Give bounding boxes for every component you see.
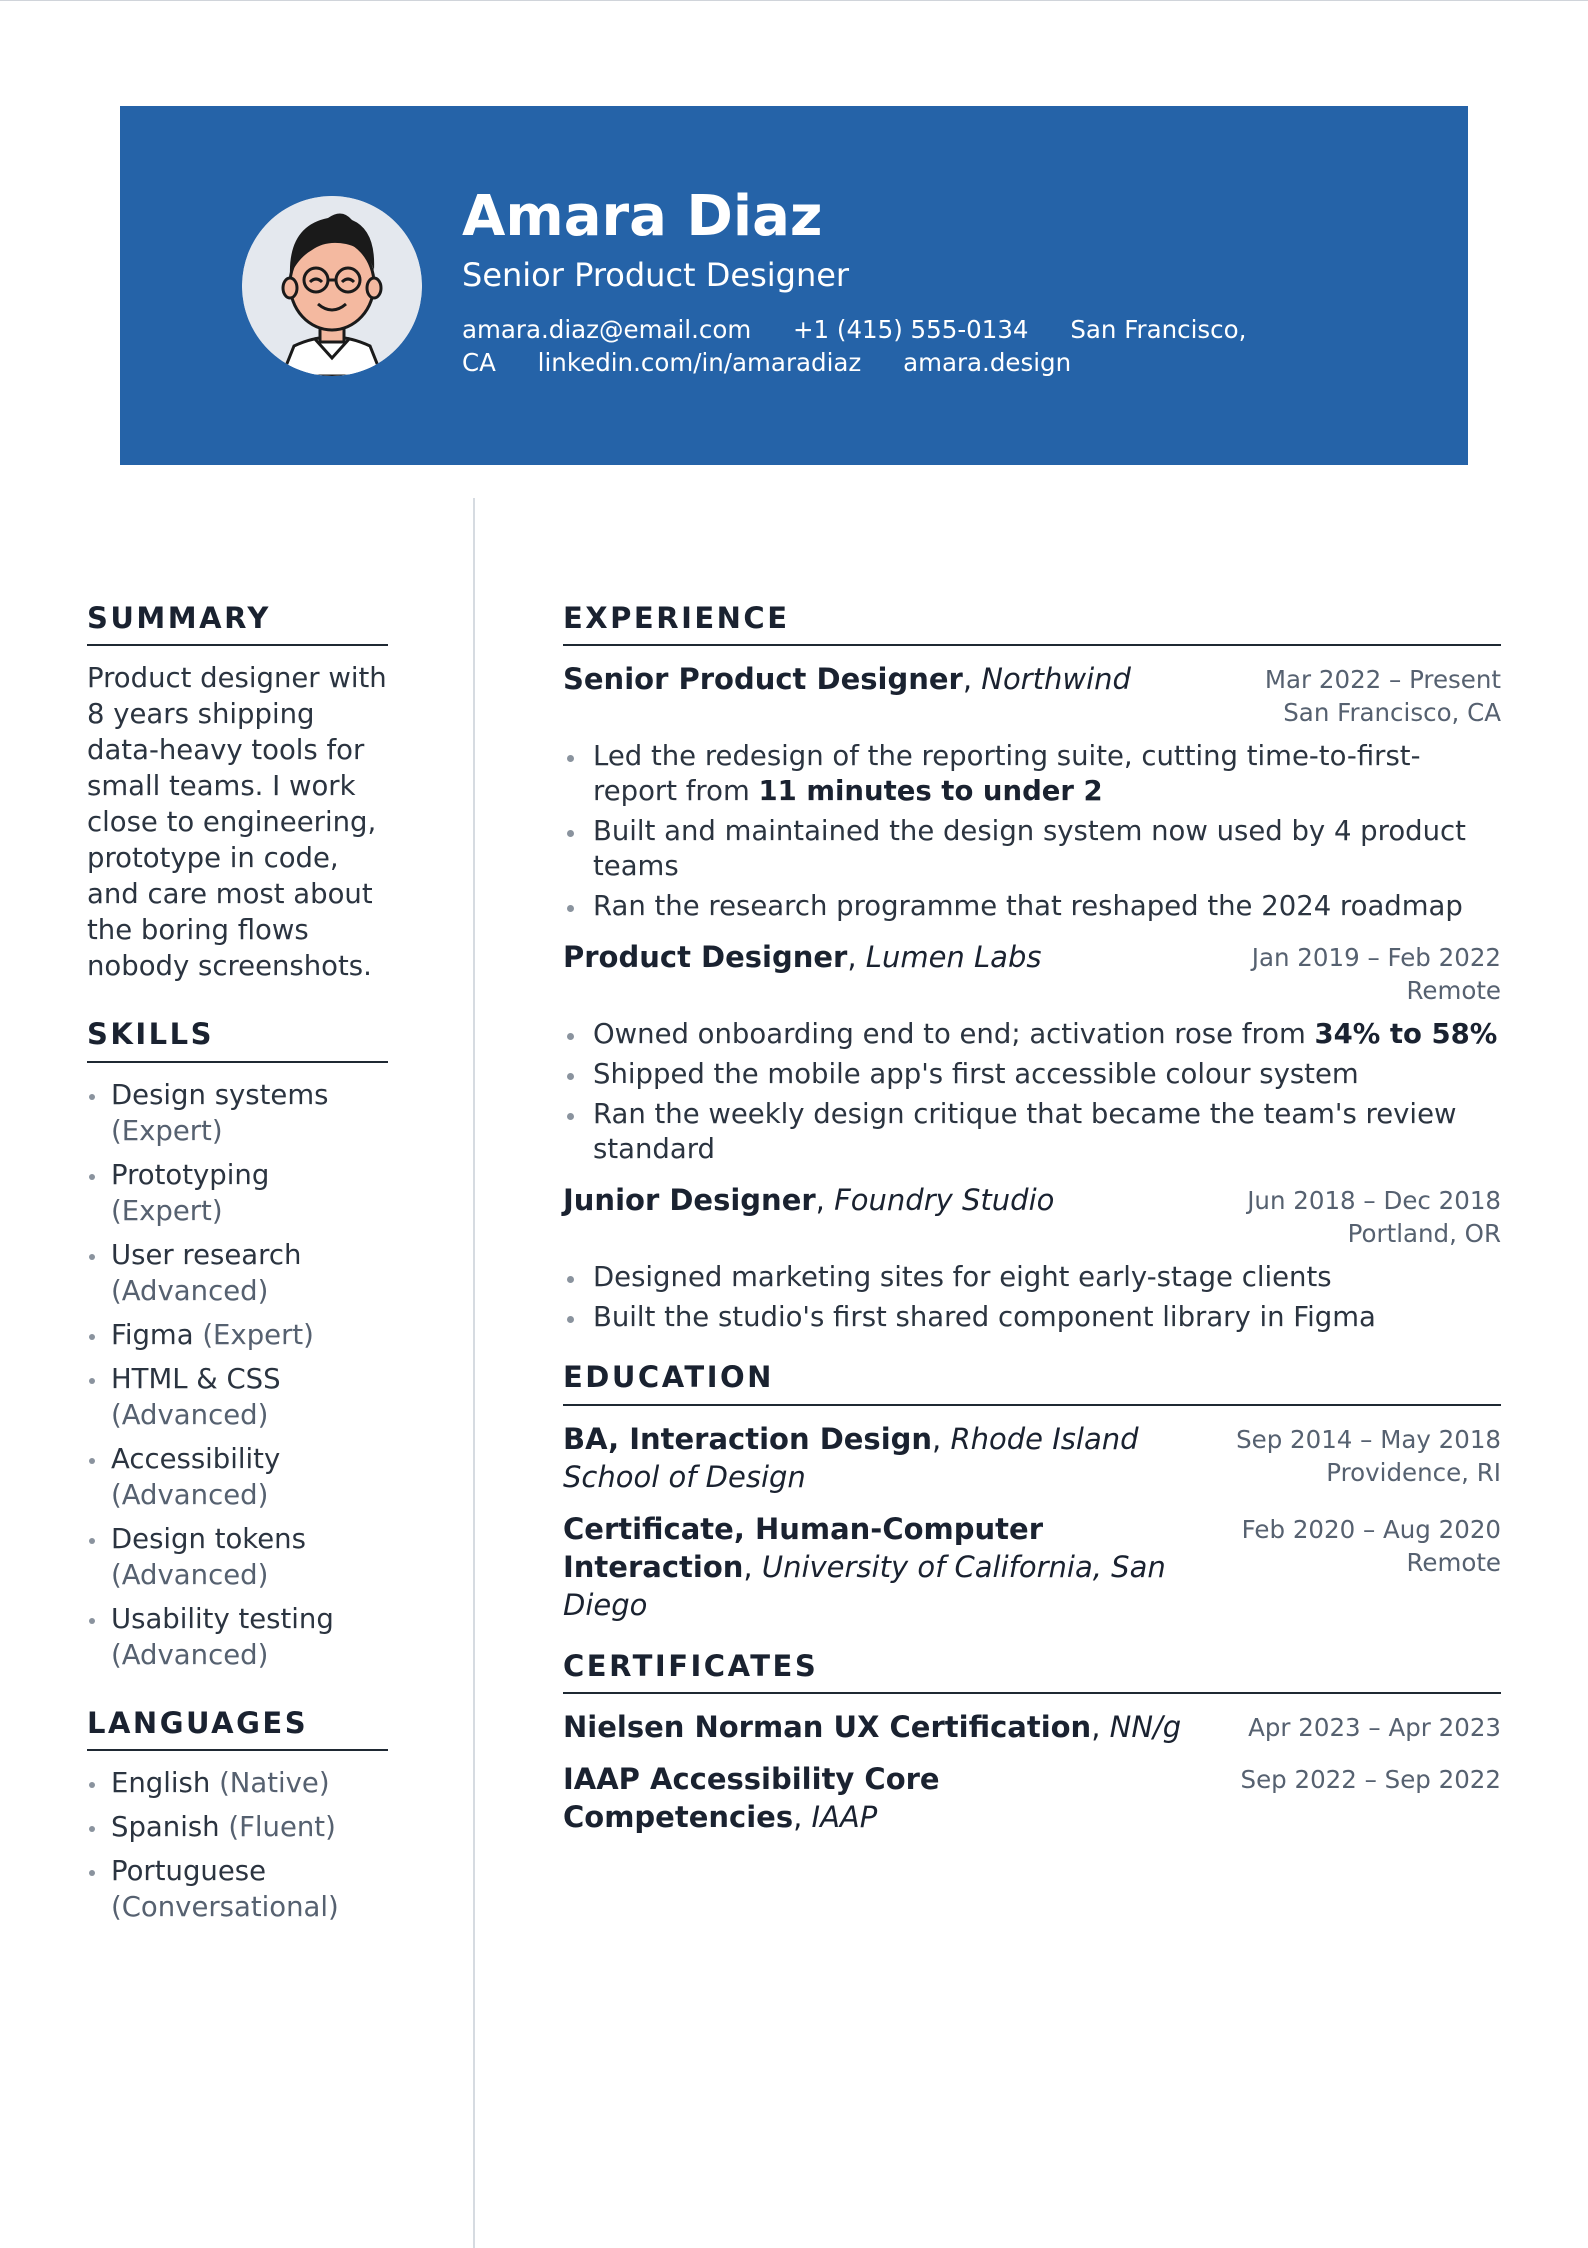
entry-meta xyxy=(1248,1708,1501,1744)
entry-dates: Apr 2023 – Apr 2023 xyxy=(1248,1712,1501,1742)
achievement-text: Built the studio's first shared component library in Figma xyxy=(593,1301,1376,1334)
experience-entry xyxy=(563,1181,1501,1335)
entry-title: BA, Interaction Design, Rhode Island School of Design xyxy=(563,1421,1139,1494)
section-heading: SKILLS xyxy=(87,1016,388,1062)
summary-section xyxy=(87,600,388,984)
skill-name: Design systems xyxy=(111,1078,329,1111)
list-item xyxy=(563,1097,1501,1167)
languages-list xyxy=(87,1765,388,1925)
skill-level: (Advanced) xyxy=(111,1478,269,1511)
job-role: Junior Designer xyxy=(563,1183,816,1218)
bullet-icon xyxy=(567,1033,574,1040)
list-item xyxy=(563,1300,1501,1335)
skill-name: Design tokens xyxy=(111,1522,306,1555)
list-item xyxy=(563,1017,1501,1052)
achievement-highlight: 34% to 58% xyxy=(1314,1018,1498,1051)
list-item xyxy=(87,1157,388,1229)
achievement-list xyxy=(563,739,1501,924)
entry-header xyxy=(563,660,1501,729)
language-level: (Conversational) xyxy=(111,1890,339,1923)
entry-title: Certificate, Human-Computer Interaction, University of California, San Diego xyxy=(563,1511,1166,1622)
bullet-icon xyxy=(567,905,574,912)
certificates-section xyxy=(563,1648,1501,1836)
experience-section xyxy=(563,600,1501,1335)
achievement-highlight: 11 minutes to under 2 xyxy=(758,775,1103,808)
person-name: Amara Diaz xyxy=(462,184,823,249)
language-level: (Native) xyxy=(219,1766,330,1799)
email-link[interactable]: amara.diaz@email.com xyxy=(462,315,752,344)
entry-meta xyxy=(1252,938,1501,1007)
bullet-icon xyxy=(567,1113,574,1120)
language-name: Spanish xyxy=(111,1810,220,1843)
skill-name: Figma xyxy=(111,1318,194,1351)
entry-dates: Jan 2019 – Feb 2022 xyxy=(1251,943,1501,973)
certificate-name: Nielsen Norman UX Certification xyxy=(563,1709,1092,1744)
skill-name: Prototyping xyxy=(111,1158,270,1191)
sidebar-column xyxy=(87,600,388,1957)
achievement-text: Shipped the mobile app's first accessible colour system xyxy=(593,1058,1359,1091)
skill-level: (Expert) xyxy=(111,1114,223,1147)
bullet-icon xyxy=(567,755,574,762)
skill-level: (Expert) xyxy=(111,1194,223,1227)
experience-entry xyxy=(563,938,1501,1167)
bullet-icon xyxy=(567,1316,574,1323)
bullet-icon xyxy=(89,1174,95,1180)
entry-header xyxy=(563,1760,1501,1836)
languages-section xyxy=(87,1705,388,1925)
entry-header xyxy=(563,938,1501,1007)
skill-name: Accessibility xyxy=(111,1442,281,1475)
bullet-icon xyxy=(89,1334,95,1340)
job-role: Product Designer xyxy=(563,940,848,975)
bullet-icon xyxy=(89,1870,95,1876)
section-heading: EXPERIENCE xyxy=(563,600,1501,646)
entry-title: Junior Designer, Foundry Studio xyxy=(563,1183,1055,1218)
skill-level: (Advanced) xyxy=(111,1398,269,1431)
linkedin-link[interactable]: linkedin.com/in/amaradiaz xyxy=(537,348,862,377)
bullet-icon xyxy=(89,1094,95,1100)
entry-location: Providence, RI xyxy=(1326,1457,1501,1487)
company-name: Foundry Studio xyxy=(834,1183,1055,1218)
achievement-list xyxy=(563,1260,1501,1335)
avatar xyxy=(242,196,422,376)
list-item xyxy=(87,1521,388,1593)
achievement-text: Designed marketing sites for eight early-stage clients xyxy=(593,1261,1332,1294)
entry-dates: Sep 2022 – Sep 2022 xyxy=(1240,1764,1501,1794)
bullet-icon xyxy=(567,830,574,837)
skill-name: User research xyxy=(111,1238,302,1271)
entry-title: IAAP Accessibility Core Competencies, IAAP xyxy=(563,1761,940,1834)
achievement-text: Ran the research programme that reshaped the 2024 roadmap xyxy=(593,890,1463,923)
entry-dates: Jun 2018 – Dec 2018 xyxy=(1247,1186,1501,1216)
achievement-text: Built and maintained the design system now used by 4 product teams xyxy=(593,815,1466,883)
location: San Francisco, CA xyxy=(462,315,1247,377)
education-entry xyxy=(563,1420,1501,1496)
achievement-text: Led the redesign of the reporting suite, cutting time-to-first-report from xyxy=(593,740,1421,808)
bullet-icon xyxy=(89,1618,95,1624)
skills-list xyxy=(87,1077,388,1673)
certificate-entry xyxy=(563,1708,1501,1746)
list-item xyxy=(563,739,1501,809)
entry-header xyxy=(563,1181,1501,1250)
entry-header xyxy=(563,1708,1501,1746)
bullet-icon xyxy=(567,1073,574,1080)
achievement-list xyxy=(563,1017,1501,1167)
degree-name: BA, Interaction Design xyxy=(563,1421,933,1456)
list-item xyxy=(563,1260,1501,1295)
entry-title: Nielsen Norman UX Certification, NN/g xyxy=(563,1709,1182,1744)
bullet-icon xyxy=(89,1458,95,1464)
degree-name: Certificate, Human-Computer Interaction xyxy=(563,1511,1044,1584)
main-column xyxy=(563,600,1501,1860)
list-item xyxy=(87,1853,388,1925)
contact-info xyxy=(462,313,1262,379)
bullet-icon xyxy=(89,1378,95,1384)
list-item xyxy=(563,814,1501,884)
list-item xyxy=(87,1077,388,1149)
skill-level: (Advanced) xyxy=(111,1558,269,1591)
entry-title: Product Designer, Lumen Labs xyxy=(563,940,1042,975)
bullet-icon xyxy=(89,1538,95,1544)
entry-meta xyxy=(1242,1510,1501,1579)
website-link[interactable]: amara.design xyxy=(903,348,1072,377)
job-title: Senior Product Designer xyxy=(462,256,850,294)
entry-location: San Francisco, CA xyxy=(1283,698,1501,728)
list-item xyxy=(87,1361,388,1433)
skill-level: (Expert) xyxy=(202,1318,314,1351)
bullet-icon xyxy=(89,1826,95,1832)
skills-section xyxy=(87,1016,388,1672)
education-entry xyxy=(563,1510,1501,1624)
skill-level: (Advanced) xyxy=(111,1638,269,1671)
language-name: English xyxy=(111,1766,211,1799)
language-level: (Fluent) xyxy=(228,1810,336,1843)
skill-level: (Advanced) xyxy=(111,1274,269,1307)
certificate-name: IAAP Accessibility Core Competencies xyxy=(563,1761,940,1834)
section-heading: EDUCATION xyxy=(563,1359,1501,1405)
list-item xyxy=(563,1057,1501,1092)
job-role: Senior Product Designer xyxy=(563,662,963,697)
section-heading: SUMMARY xyxy=(87,600,388,646)
bullet-icon xyxy=(89,1254,95,1260)
entry-location: Remote xyxy=(1406,976,1501,1006)
certificate-issuer: NN/g xyxy=(1109,1709,1182,1744)
achievement-text: Ran the weekly design critique that became the team's review standard xyxy=(593,1098,1457,1166)
page-top-border xyxy=(0,0,1588,1)
certificate-entry xyxy=(563,1760,1501,1836)
list-item xyxy=(563,889,1501,924)
company-name: Northwind xyxy=(981,662,1131,697)
skill-name: Usability testing xyxy=(111,1602,334,1635)
entry-dates: Feb 2020 – Aug 2020 xyxy=(1241,1514,1501,1544)
entry-dates: Sep 2014 – May 2018 xyxy=(1236,1424,1501,1454)
entry-title: Senior Product Designer, Northwind xyxy=(563,662,1131,697)
list-item xyxy=(87,1441,388,1513)
header-banner xyxy=(120,106,1468,465)
bullet-icon xyxy=(567,1276,574,1283)
entry-meta xyxy=(1265,660,1501,729)
achievement-text: Owned onboarding end to end; activation rose from xyxy=(593,1018,1315,1051)
language-name: Portuguese xyxy=(111,1854,266,1887)
school-name: University of California, San Diego xyxy=(563,1549,1166,1622)
school-name: Rhode Island School of Design xyxy=(563,1421,1139,1494)
phone-number: +1 (415) 555-0134 xyxy=(792,315,1029,344)
certificate-issuer: IAAP xyxy=(811,1799,878,1834)
company-name: Lumen Labs xyxy=(865,940,1042,975)
summary-text: Product designer with 8 years shipping data-heavy tools for small teams. I work close to engineering, prototype in code, and care most about the boring flows nobody screenshots. xyxy=(87,662,387,983)
entry-location: Remote xyxy=(1406,1547,1501,1577)
entry-meta xyxy=(1236,1420,1501,1489)
column-divider xyxy=(473,498,475,2248)
list-item xyxy=(87,1601,388,1673)
section-heading: LANGUAGES xyxy=(87,1705,388,1751)
list-item xyxy=(87,1765,388,1801)
experience-entry xyxy=(563,660,1501,924)
education-section xyxy=(563,1359,1501,1623)
bullet-icon xyxy=(89,1782,95,1788)
entry-header xyxy=(563,1510,1501,1624)
skill-name: HTML & CSS xyxy=(111,1362,281,1395)
entry-meta xyxy=(1241,1760,1501,1796)
section-heading: CERTIFICATES xyxy=(563,1648,1501,1694)
entry-location: Portland, OR xyxy=(1347,1219,1501,1249)
entry-header xyxy=(563,1420,1501,1496)
list-item xyxy=(87,1809,388,1845)
entry-dates: Mar 2022 – Present xyxy=(1264,665,1501,695)
entry-meta xyxy=(1247,1181,1501,1250)
list-item xyxy=(87,1317,388,1353)
cartoon-person-avatar-icon xyxy=(242,196,422,376)
list-item xyxy=(87,1237,388,1309)
